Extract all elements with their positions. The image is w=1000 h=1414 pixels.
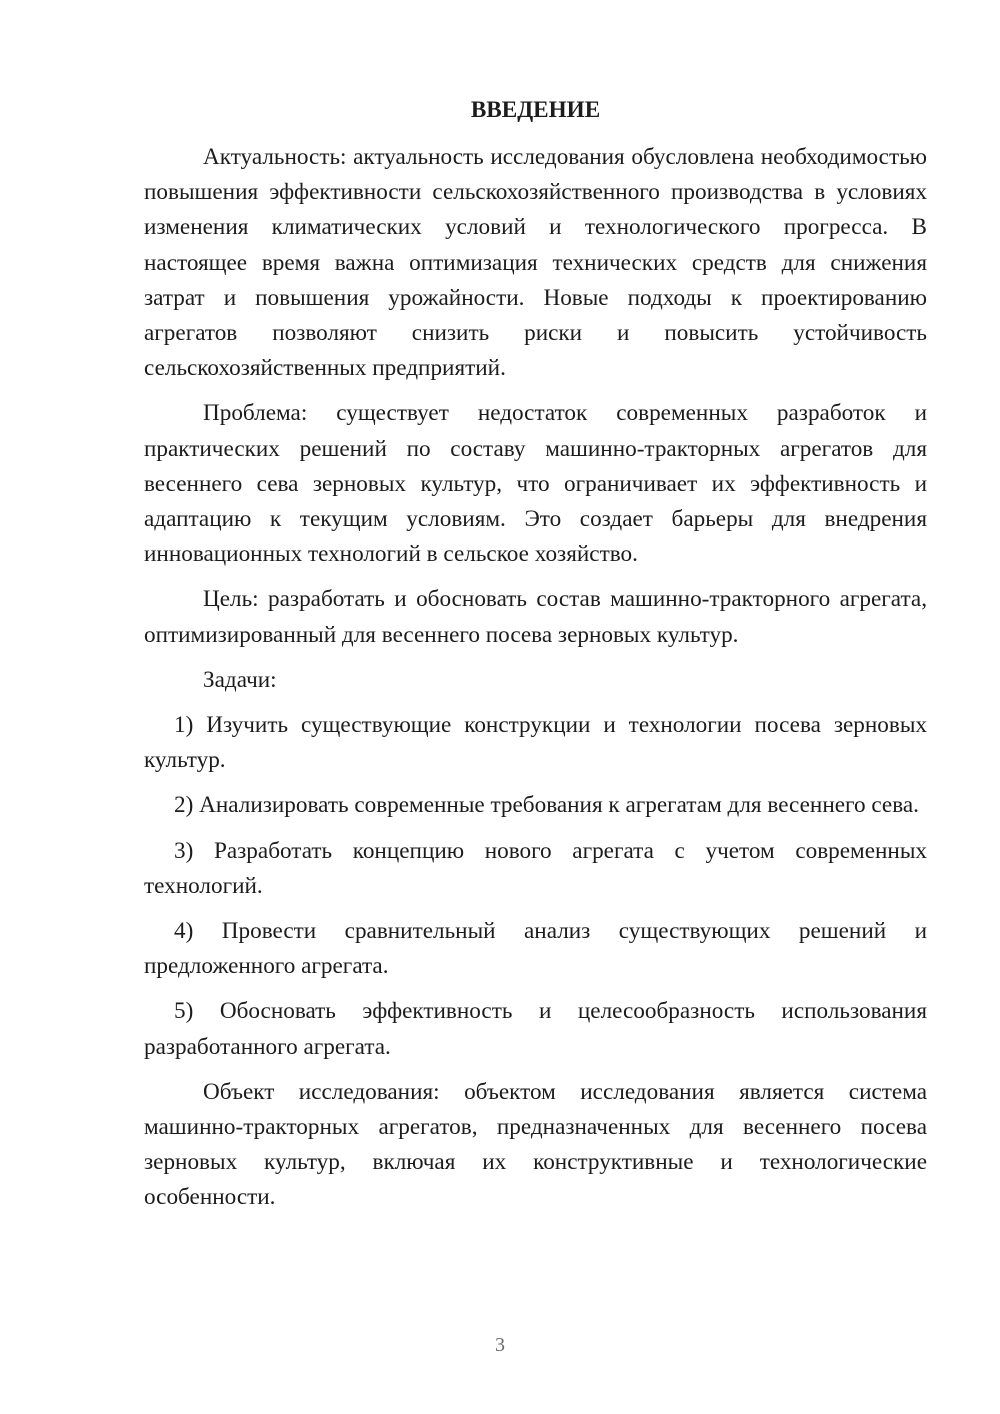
problem-paragraph: Проблема: существует недостаток современных разработок и практических решений по составу машинно-тракторных агрегатов для весеннего сева зерновых культур, что ограничивает их эффективность и адаптацию к текущим условиям. Это создает барьеры для внедрения инновационных технологий в сельское хозяйство.	[144, 400, 927, 568]
task-item: 1) Изучить существующие конструкции и технологии посева зерновых культур.	[144, 712, 927, 774]
page-title: ВВЕДЕНИЕ	[470, 97, 601, 123]
goal-paragraph: Цель: разработать и обосновать состав машинно-тракторного агрегата, оптимизированный для весеннего посева зерновых культур.	[144, 586, 927, 648]
relevance-paragraph: Актуальность: актуальность исследования обусловлена необходимостью повышения эффективности сельскохозяйственного производства в условиях изменения климатических условий и технологического прогресса. В настоящее время важна оптимизация технических средств для снижения затрат и повышения урожайности. Новые подходы к проектированию агрегатов позволяют снизить риски и повысить устойчивость сельскохозяйственных предприятий.	[144, 144, 927, 382]
task-item: 4) Провести сравнительный анализ существующих решений и предложенного агрегата.	[144, 918, 927, 980]
document-page	[144, 92, 927, 1226]
tasks-label: Задачи:	[203, 666, 277, 693]
object-paragraph: Объект исследования: объектом исследования является система машинно-тракторных агрегатов, предназначенных для весеннего посева зерновых культур, включая их конструктивные и технологические особенности.	[144, 1078, 927, 1211]
page-number: 3	[495, 1334, 505, 1356]
task-item: 5) Обосновать эффективность и целесообразность использования разработанного агрегата.	[144, 998, 927, 1060]
task-item: 2) Анализировать современные требования к агрегатам для весеннего сева.	[174, 792, 919, 819]
task-item: 3) Разработать концепцию нового агрегата с учетом современных технологий.	[144, 837, 927, 899]
